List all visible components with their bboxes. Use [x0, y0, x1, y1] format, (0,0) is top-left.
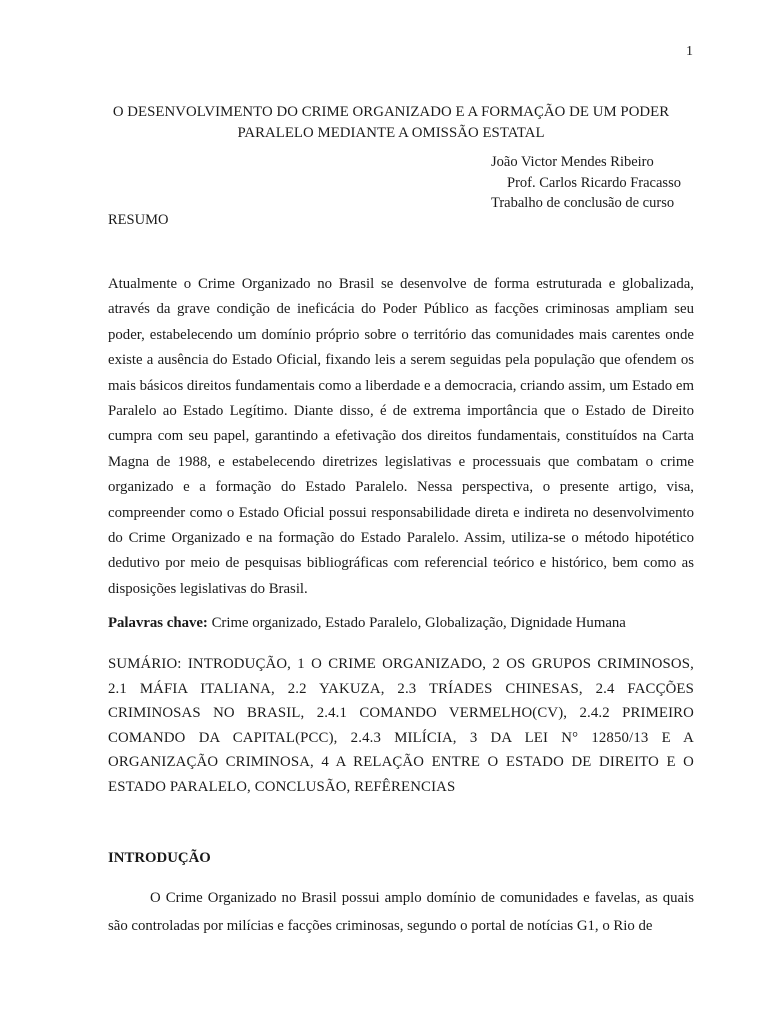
author-block [491, 152, 711, 214]
introduction-heading: INTRODUÇÃO [108, 850, 211, 866]
document-title: O DESENVOLVIMENTO DO CRIME ORGANIZADO E A FORMAÇÃO DE UM PODER PARALELO MEDIANTE A OMISSÃO ESTATAL [112, 104, 670, 141]
advisor-name: Prof. Carlos Ricardo Fracasso [507, 174, 681, 191]
abstract-paragraph: Atualmente o Crime Organizado no Brasil se desenvolve de forma estruturada e globalizada, através da grave condição de ineficácia do Poder Público as facções criminosas ampliam seu poder, estabelecendo um domínio próprio sobre o território das comunidades mais carentes onde existe a ausência do Estado Oficial, fixando leis a serem seguidas pela população que ofendem os mais básicos direitos fundamentais como a liberdade e a democracia, criando assim, um Estado em Paralelo ao Estado Legítimo. Diante disso, é de extrema importância que o Estado de Direito cumpra com seu papel, garantindo a efetivação dos direitos fundamentais, constituídos na Carta Magna de 1988, e estabelecendo diretrizes legislativas e processuais que combatam o crime organizado e a formação do Estado Paralelo. Nessa perspectiva, o presente artigo, visa, compreender como o Estado Oficial possui responsabilidade direta e indireta no desenvolvimento do Crime Organizado e na formação do Estado Paralelo. Assim, utiliza-se o método hipotético dedutivo por meio de pesquisas bibliográficas com referencial teórico e histórico, bem como as disposições legislativas do Brasil. [108, 276, 694, 597]
resumo-heading: RESUMO [108, 212, 169, 228]
work-type: Trabalho de conclusão de curso [491, 195, 675, 211]
introduction-paragraph: O Crime Organizado no Brasil possui amplo domínio de comunidades e favelas, as quais são controladas por milícias e facções criminosas, segundo o portal de notícias G1, o Rio de [108, 890, 694, 934]
keywords-label: Palavras chave: [108, 615, 208, 631]
author-name: João Victor Mendes Ribeiro [491, 154, 654, 170]
keywords-line [108, 612, 698, 634]
summary-paragraph: SUMÁRIO: INTRODUÇÃO, 1 O CRIME ORGANIZADO, 2 OS GRUPOS CRIMINOSOS, 2.1 MÁFIA ITALIANA, 2.2 YAKUZA, 2.3 TRÍADES CHINESAS, 2.4 FACÇÕES CRIMINOSAS NO BRASIL, 2.4.1 COMANDO VERMELHO(CV), 2.4.2 PRIMEIRO COMANDO DA CAPITAL(PCC), 2.4.3 MILÍCIA, 3 DA LEI N° 12850/13 E A ORGANIZAÇÃO CRIMINOSA, 4 A RELAÇÃO ENTRE O ESTADO DE DIREITO E O ESTADO PARALELO, CONCLUSÃO, REFÊRENCIAS [108, 656, 694, 795]
page-number: 1 [686, 44, 693, 59]
keywords-text: Crime organizado, Estado Paralelo, Globalização, Dignidade Humana [211, 615, 626, 631]
